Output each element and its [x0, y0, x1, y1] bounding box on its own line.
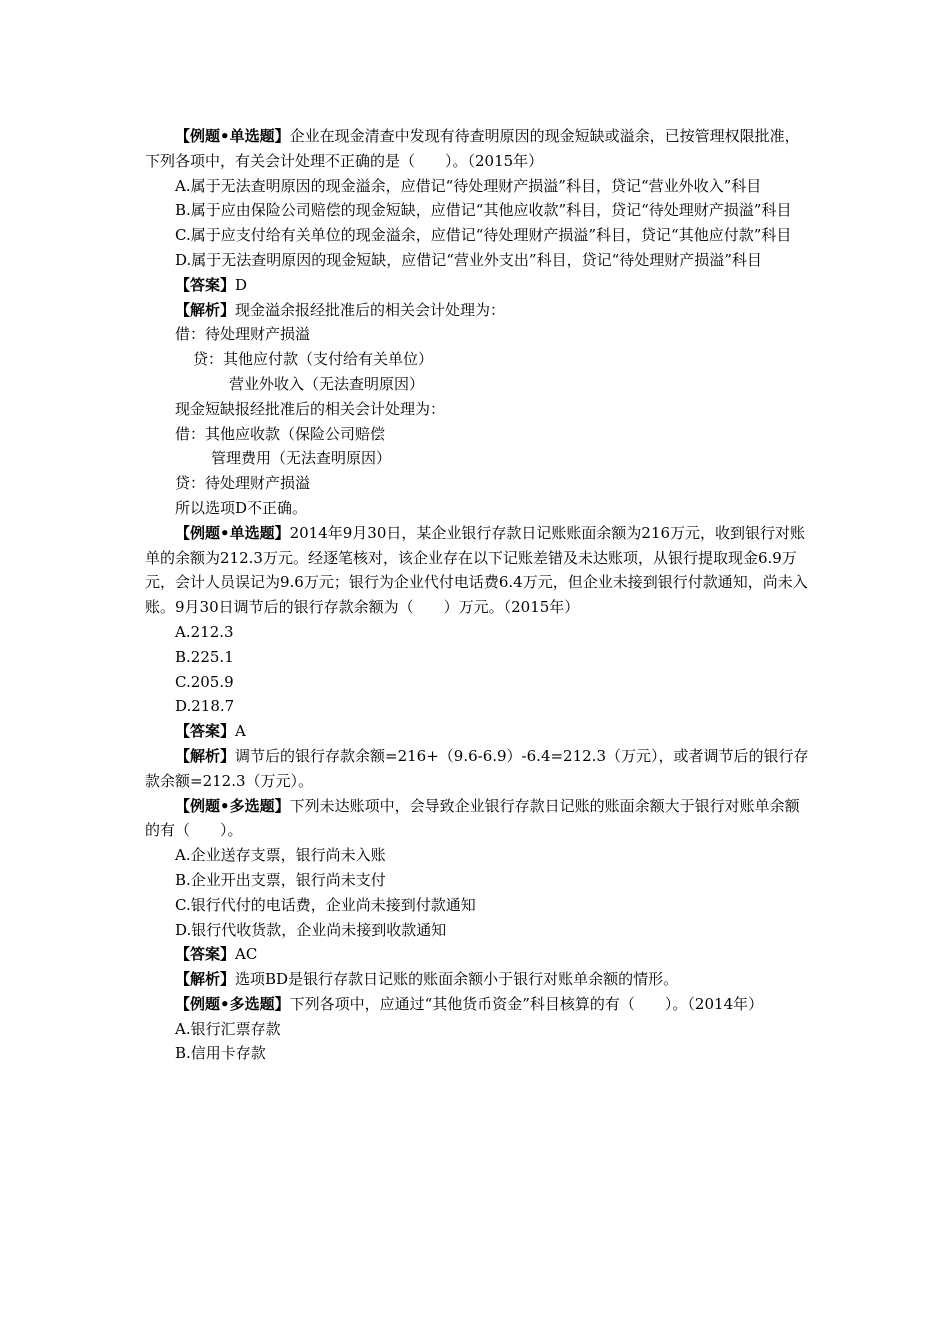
option: B.企业开出支票，银行尚未支付: [175, 870, 386, 889]
option: C.205.9: [175, 672, 234, 691]
journal-entry-line: 贷：待处理财产损溢: [175, 474, 311, 493]
question-2: [145, 521, 810, 620]
answer: [145, 942, 810, 967]
journal-entry-line: 营业外收入（无法查明原因）: [229, 374, 425, 393]
question-stem: 下列各项中，应通过“其他货币资金”科目核算的有（ ）。（2014年）: [289, 994, 764, 1013]
analysis-tag: 【解析】: [175, 970, 236, 989]
option: C.属于应支付给有关单位的现金溢余，应借记“待处理财产损溢”科目，贷记“其他应付款”科目: [175, 226, 792, 245]
answer-tag: 【答案】: [175, 722, 236, 741]
journal-entry-line: 现金短缺报经批准后的相关会计处理为：: [175, 399, 446, 418]
question-3: [145, 794, 810, 844]
journal-entry-line: 管理费用（无法查明原因）: [211, 449, 392, 468]
option: A.212.3: [175, 622, 234, 641]
journal-entry-line: 所以选项D不正确。: [175, 498, 308, 517]
analysis-text: 调节后的银行存款余额=216+（9.6-6.9）-6.4=212.3（万元），或者调节后的银行存款余额=212.3（万元）。: [145, 746, 809, 790]
analysis: [145, 967, 810, 992]
answer-value: A: [235, 722, 246, 741]
option: D.属于无法查明原因的现金短缺，应借记“营业外支出”科目，贷记“待处理财产损溢”科目: [175, 250, 762, 269]
analysis-tag: 【解析】: [175, 746, 236, 765]
answer-value: D: [235, 275, 248, 294]
question-tag: 【例题•多选题】: [175, 796, 290, 815]
answer-tag: 【答案】: [175, 945, 236, 964]
option: B.225.1: [175, 647, 234, 666]
analysis-text: 现金溢余报经批准后的相关会计处理为：: [235, 300, 506, 319]
question-1: [145, 124, 810, 174]
answer: [145, 273, 810, 298]
answer-value: AC: [235, 945, 258, 964]
option: D.银行代收货款，企业尚未接到收款通知: [175, 920, 447, 939]
journal-entry-line: 借：待处理财产损溢: [175, 325, 311, 344]
option: D.218.7: [175, 697, 235, 716]
option: B.属于应由保险公司赔偿的现金短缺，应借记“其他应收款”科目，贷记“待处理财产损溢”科目: [175, 201, 792, 220]
document-body: [145, 124, 810, 1066]
journal-entry-line: 贷：其他应付款（支付给有关单位）: [193, 350, 434, 369]
question-tag: 【例题•多选题】: [175, 994, 290, 1013]
analysis-text: 选项BD是银行存款日记账的账面余额小于银行对账单余额的情形。: [235, 970, 679, 989]
question-stem: 企业在现金清查中发现有待查明原因的现金短缺或溢余，已按管理权限批准，下列各项中，有关会计处理不正确的是（ ）。（2015年）: [145, 127, 800, 170]
option: B.信用卡存款: [175, 1044, 266, 1063]
option: C.银行代付的电话费，企业尚未接到付款通知: [175, 895, 476, 914]
question-stem: 下列未达账项中，会导致企业银行存款日记账的账面余额大于银行对账单余额的有（ ）。: [145, 796, 800, 840]
analysis: [145, 298, 810, 323]
question-stem: 2014年9月30日，某企业银行存款日记账账面余额为216万元，收到银行对账单的余额为212.3万元。经逐笔核对，该企业存在以下记账差错及未达账项，从银行提取现金6.9万元，会计人员误记为9.6万元；银行为企业代付电话费6.4万元，但企业未接到银行付款通知，尚未入账。9月30日调节后的银行存款余额为（ ）万元。（2015年）: [145, 523, 808, 617]
journal-entry-line: 借：其他应收款（保险公司赔偿: [175, 424, 386, 443]
option: A.银行汇票存款: [175, 1019, 281, 1038]
answer-tag: 【答案】: [175, 275, 236, 294]
option: A.属于无法查明原因的现金溢余，应借记“待处理财产损溢”科目，贷记“营业外收入”科目: [175, 176, 762, 195]
answer: [145, 719, 810, 744]
question-tag: 【例题•单选题】: [175, 127, 290, 145]
question-tag: 【例题•单选题】: [175, 523, 290, 542]
question-4: [145, 992, 810, 1017]
analysis: [145, 744, 810, 794]
analysis-tag: 【解析】: [175, 300, 236, 319]
option: A.企业送存支票，银行尚未入账: [175, 846, 386, 865]
